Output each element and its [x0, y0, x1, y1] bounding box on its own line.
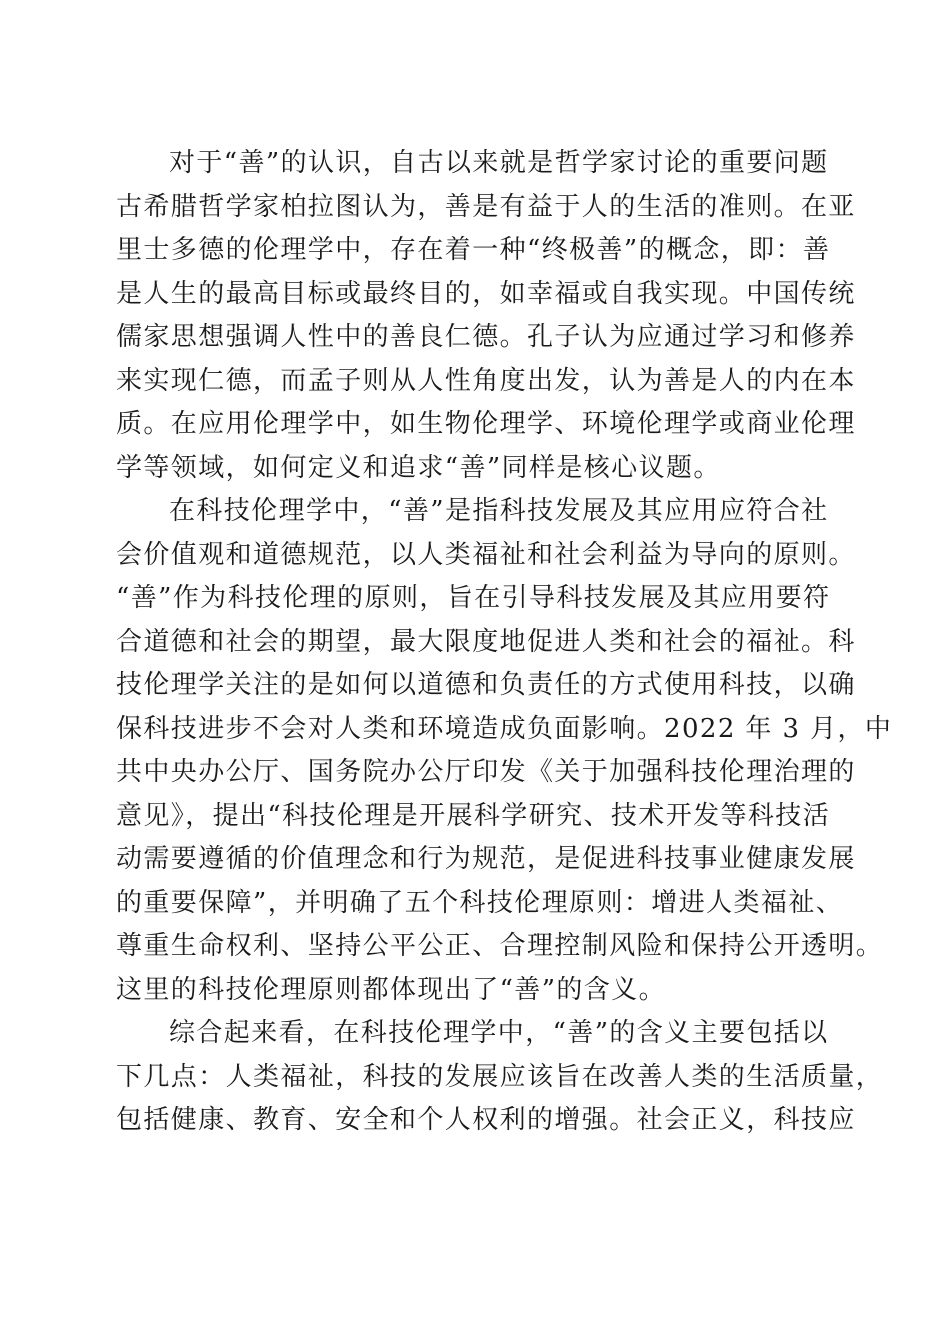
- paragraph-2-line-5: 技伦理学关注的是如何以道德和负责任的方式使用科技，以确: [116, 670, 856, 700]
- paragraph-2-line-10: 的重要保障”，并明确了五个科技伦理原则：增进人类福祉、: [116, 887, 844, 918]
- paragraph-2-line-12: 这里的科技伦理原则都体现出了“善”的含义。: [116, 974, 666, 1005]
- document-body: [116, 142, 893, 1143]
- paragraph-2-line-7: 共中央办公厅、国务院办公厅印发《关于加强科技伦理治理的: [116, 757, 856, 787]
- paragraph-3-line-3: 包括健康、教育、安全和个人权利的增强。社会正义，科技应: [116, 1105, 856, 1135]
- paragraph-2-line-6: 保科技进步不会对人类和环境造成负面影响。2022 年 3 月，中: [116, 713, 893, 744]
- paragraph-3-line-2: 下几点：人类福祉，科技的发展应该旨在改善人类的生活质量，: [116, 1061, 884, 1092]
- paragraph-1-line-6: 来实现仁德，而孟子则从人性角度出发，认为善是人的内在本: [116, 365, 856, 396]
- paragraph-1-line-7: 质。在应用伦理学中，如生物伦理学、环境伦理学或商业伦理: [116, 409, 856, 439]
- paragraph-2-line-9: 动需要遵循的价值理念和行为规范，是促进科技事业健康发展: [116, 844, 856, 874]
- paragraph-2-line-2: 会价值观和道德规范，以人类福祉和社会利益为导向的原则。: [116, 539, 856, 570]
- paragraph-2-line-4: 合道德和社会的期望，最大限度地促进人类和社会的福祉。科: [116, 626, 856, 657]
- paragraph-3-line-1: 综合起来看，在科技伦理学中，“善”的含义主要包括以: [169, 1018, 829, 1048]
- paragraph-2-line-11: 尊重生命权利、坚持公平公正、合理控制风险和保持公开透明。: [116, 931, 884, 961]
- paragraph-1-line-8: 学等领域，如何定义和追求“善”同样是核心议题。: [116, 452, 721, 483]
- paragraph-1-line-1: 对于“善”的认识，自古以来就是哲学家讨论的重要问题: [169, 148, 829, 178]
- paragraph-1-line-3: 里士多德的伦理学中，存在着一种“终极善”的概念，即：善: [116, 235, 831, 265]
- paragraph-1-line-2: 古希腊哲学家柏拉图认为，善是有益于人的生活的准则。在亚: [116, 191, 856, 222]
- paragraph-1-line-4: 是人生的最高目标或最终目的，如幸福或自我实现。中国传统: [116, 278, 856, 309]
- paragraph-2-line-8: 意见》，提出“科技伦理是开展科学研究、技术开发等科技活: [116, 800, 831, 831]
- paragraph-1-line-5: 儒家思想强调人性中的善良仁德。孔子认为应通过学习和修养: [116, 322, 856, 352]
- paragraph-2-line-1: 在科技伦理学中，“善”是指科技发展及其应用应符合社: [169, 496, 829, 526]
- paragraph-2-line-3: “善”作为科技伦理的原则，旨在引导科技发展及其应用要符: [116, 583, 831, 613]
